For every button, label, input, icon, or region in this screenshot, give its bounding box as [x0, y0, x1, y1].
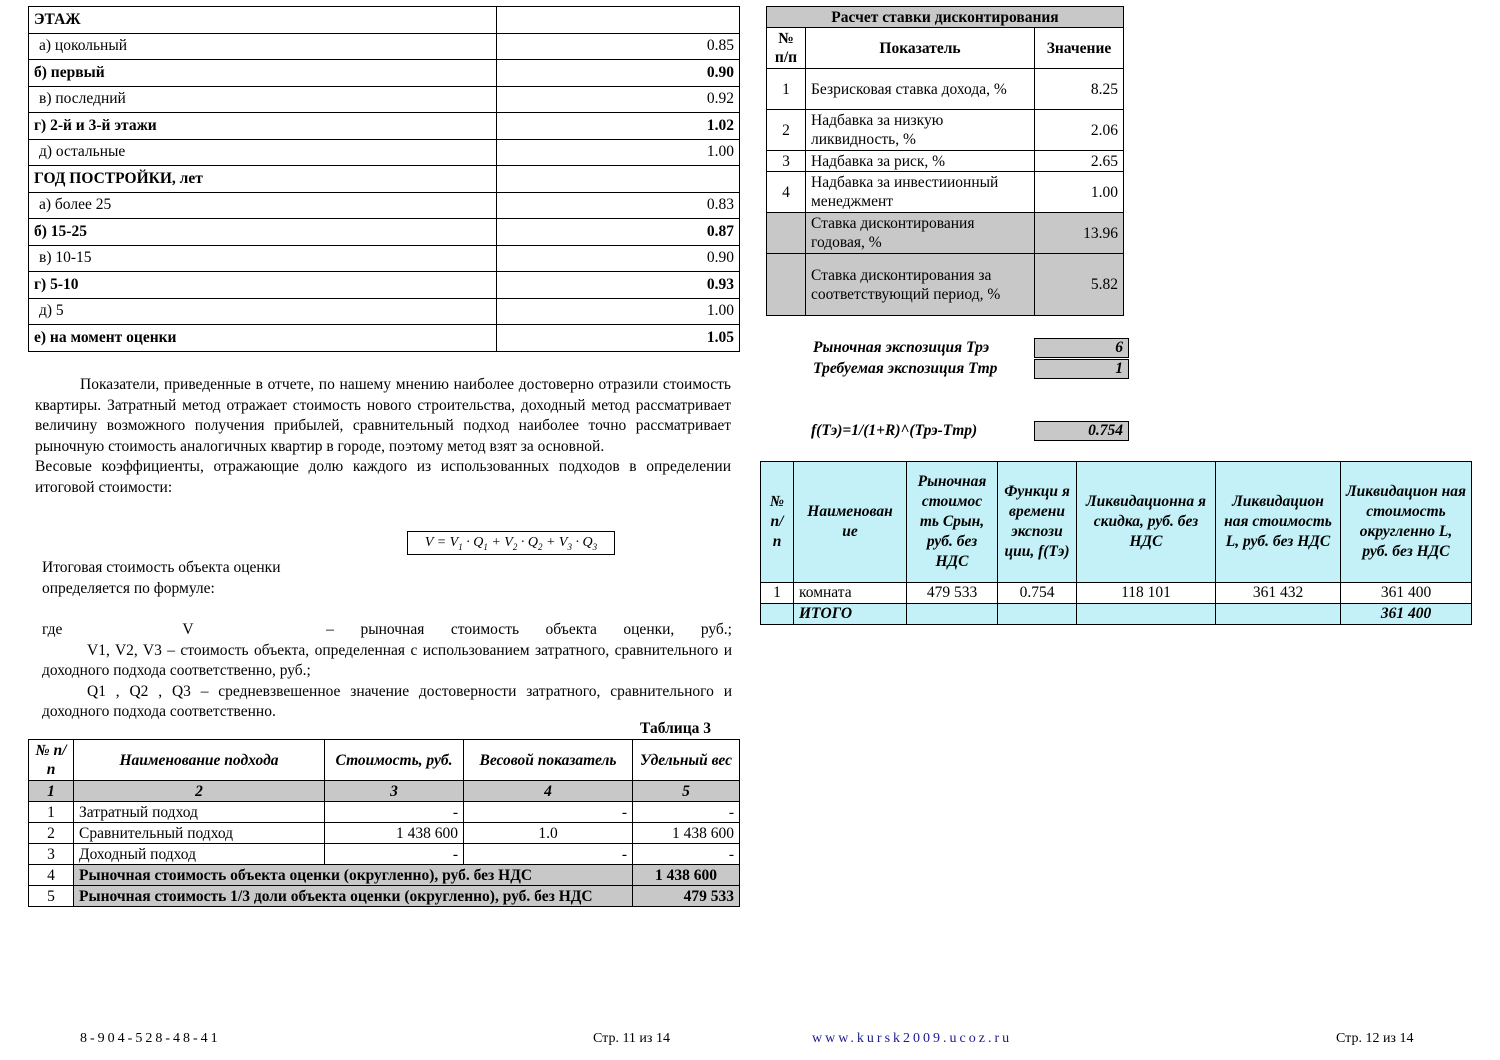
coef-label: ГОД ПОСТРОЙКИ, лет	[29, 166, 497, 193]
discount-cell: 2	[767, 110, 806, 151]
table-row	[29, 325, 740, 352]
coef-label: г) 2-й и 3-й этажи	[29, 113, 497, 140]
table3-colnum: 2	[74, 781, 325, 802]
table3-cell: Сравнительный подход	[74, 823, 325, 844]
coef-value: 1.00	[497, 298, 740, 325]
liq-cell: 0.754	[998, 583, 1077, 604]
table3-total-value: 1 438 600	[633, 865, 740, 886]
liq-total-value: 361 400	[1341, 604, 1472, 625]
liq-header-row	[761, 462, 1472, 583]
table3-cell: 1.0	[464, 823, 633, 844]
table3-cell: -	[325, 802, 464, 823]
paragraph-weights: Весовые коэффициенты, отражающие долю каждого из использованных подходов в определении итоговой стоимости:	[35, 458, 731, 496]
discount-annual-label: Ставка дисконтирования годовая, %	[806, 213, 1035, 254]
market-exposure-label: Рыночная экспозиция Трэ	[813, 339, 990, 356]
liq-cell	[1216, 604, 1341, 625]
table3-cell: -	[325, 844, 464, 865]
discount-cell: 1.00	[1035, 172, 1124, 213]
discount-cell: 1	[767, 69, 806, 110]
discount-cell: 8.25	[1035, 69, 1124, 110]
liq-header-cell: Ликвидацион ная стоимость L, руб. без НДС	[1216, 462, 1341, 583]
table-row	[29, 219, 740, 246]
coef-value: 0.87	[497, 219, 740, 246]
coef-label: в) последний	[29, 86, 497, 113]
liq-header-cell: Функци я времени экспози ции, f(Тэ)	[998, 462, 1077, 583]
discount-cell: 4	[767, 172, 806, 213]
coef-value: 0.85	[497, 33, 740, 60]
coef-label: б) 15-25	[29, 219, 497, 246]
table-row	[29, 86, 740, 113]
coef-label: г) 5-10	[29, 272, 497, 299]
coef-value: 0.83	[497, 192, 740, 219]
discount-cell	[767, 254, 806, 316]
discount-header-cell: Показатель	[806, 28, 1035, 69]
discount-cell: 2.65	[1035, 151, 1124, 172]
table3-header-cell: Стоимость, руб.	[325, 740, 464, 781]
table-row	[29, 844, 740, 865]
table-row	[761, 583, 1472, 604]
liq-cell	[907, 604, 998, 625]
liq-cell: 1	[761, 583, 794, 604]
coef-label: ЭТАЖ	[29, 7, 497, 34]
discount-annual-row	[767, 213, 1124, 254]
coef-value: 0.90	[497, 60, 740, 87]
table3-header-cell: Удельный вес	[633, 740, 740, 781]
discount-cell: Надбавка за риск, %	[806, 151, 1035, 172]
table3-cell: 3	[29, 844, 74, 865]
coef-label: б) первый	[29, 60, 497, 87]
legend-q: Q1 , Q2 , Q3 – средневзвешенное значение достоверности затратного, сравнительного и доходного подхода соответственно.	[42, 682, 732, 720]
liq-cell: 361 400	[1341, 583, 1472, 604]
table3-caption: Таблица 3	[640, 720, 711, 737]
discount-cell	[767, 213, 806, 254]
coefficient-table	[28, 6, 740, 352]
liq-header-cell: Ликвидационна я скидка, руб. без НДС	[1077, 462, 1216, 583]
footer-page-right: Стр. 12 из 14	[1336, 1031, 1414, 1046]
table3-colnum: 5	[633, 781, 740, 802]
table3-total-label: Рыночная стоимость объекта оценки (округленно), руб. без НДС	[74, 865, 633, 886]
table3-cell: 1 438 600	[325, 823, 464, 844]
section-header-row	[29, 166, 740, 193]
table3-header-cell: Наименование подхода	[74, 740, 325, 781]
table3-cell: 2	[29, 823, 74, 844]
table3-cell: Доходный подход	[74, 844, 325, 865]
legend-where: где	[42, 621, 63, 638]
required-exposure-value: 1	[1034, 359, 1129, 379]
table3-total-label: Рыночная стоимость 1/3 доли объекта оценки (округленно), руб. без НДС	[74, 886, 633, 907]
discount-table-title-row	[767, 7, 1124, 28]
table3-header-row	[29, 740, 740, 781]
discount-header-cell: № п/п	[767, 28, 806, 69]
table3-colnum-row	[29, 781, 740, 802]
discount-header-cell: Значение	[1035, 28, 1124, 69]
discount-annual-value: 13.96	[1035, 213, 1124, 254]
table3-cell: -	[633, 802, 740, 823]
coef-value	[497, 166, 740, 193]
exposure-formula-label: f(Тэ)=1/(1+R)^(Трэ-Ттр)	[811, 422, 978, 439]
discount-rate-table	[766, 6, 1124, 316]
liq-cell: комната	[794, 583, 907, 604]
liq-header-cell: Рыночная стоимос ть Срын, руб. без НДС	[907, 462, 998, 583]
table3-cell: 5	[29, 886, 74, 907]
coef-value: 0.92	[497, 86, 740, 113]
legend-v-line	[42, 620, 732, 641]
table3-colnum: 4	[464, 781, 633, 802]
coef-label: а) более 25	[29, 192, 497, 219]
coef-value	[497, 7, 740, 34]
discount-cell: Надбавка за низкую ликвидность, %	[806, 110, 1035, 151]
liq-cell: 118 101	[1077, 583, 1216, 604]
liq-header-cell: Наименован ие	[794, 462, 907, 583]
paragraph-methods: Показатели, приведенные в отчете, по нашему мнению наиболее достоверно отразили стоимость квартиры. Затратный метод отражает стоимость нового строительства, доходный метод рассматривает величину возможного получения прибылей, сравнительный подход наиболее точно рассматривает рыночную стоимость аналогичных квартир в городе, поэтому метод взят за основной.	[35, 376, 731, 455]
table3-cell: 4	[29, 865, 74, 886]
coef-value: 1.02	[497, 113, 740, 140]
coef-label: д) остальные	[29, 139, 497, 166]
coef-value: 0.90	[497, 245, 740, 272]
table-row	[29, 245, 740, 272]
liq-cell	[1077, 604, 1216, 625]
liq-cell	[998, 604, 1077, 625]
table3-total-row	[29, 886, 740, 907]
table3-colnum: 3	[325, 781, 464, 802]
table3-header-cell: Весовой показатель	[464, 740, 633, 781]
final-value-note	[42, 558, 281, 599]
coef-label: а) цокольный	[29, 33, 497, 60]
liq-header-cell: № п/ п	[761, 462, 794, 583]
discount-period-label: Ставка дисконтирования за соответствующий период, %	[806, 254, 1035, 316]
table3-cell: Затратный подход	[74, 802, 325, 823]
table3-colnum: 1	[29, 781, 74, 802]
table3-cell: 1	[29, 802, 74, 823]
coef-label: в) 10-15	[29, 245, 497, 272]
table-row	[767, 151, 1124, 172]
discount-cell: Безрисковая ставка дохода, %	[806, 69, 1035, 110]
table3-cell: -	[464, 802, 633, 823]
table-row	[767, 69, 1124, 110]
coef-label: е) на момент оценки	[29, 325, 497, 352]
required-exposure-label: Требуемая экспозиция Ттр	[813, 360, 998, 377]
table-row	[767, 110, 1124, 151]
liquidation-table	[760, 461, 1472, 625]
discount-period-value: 5.82	[1035, 254, 1124, 316]
legend-v: V – рыночная стоимость объекта оценки, руб.;	[182, 621, 732, 638]
coef-value: 1.05	[497, 325, 740, 352]
table3-total-value: 479 533	[633, 886, 740, 907]
liq-header-cell: Ликвидацион ная стоимость округленно L, руб. без НДС	[1341, 462, 1472, 583]
table3-cell: -	[633, 844, 740, 865]
final-value-line2: определяется по формуле:	[42, 579, 215, 597]
discount-period-row	[767, 254, 1124, 316]
table3-cell: 1 438 600	[633, 823, 740, 844]
liq-total-label: ИТОГО	[794, 604, 907, 625]
discount-cell: 2.06	[1035, 110, 1124, 151]
table-row	[29, 33, 740, 60]
table-row	[29, 272, 740, 299]
coefficient-table-body	[29, 7, 740, 352]
approaches-table	[28, 739, 740, 907]
footer-phone: 8-904-528-48-41	[80, 1031, 221, 1046]
discount-cell: Надбавка за инвестиионный менеджмент	[806, 172, 1035, 213]
footer-url-link[interactable]: www.kursk2009.ucoz.ru	[812, 1031, 1013, 1046]
table-row	[767, 172, 1124, 213]
table3-cell: -	[464, 844, 633, 865]
liq-total-row	[761, 604, 1472, 625]
formula-legend	[42, 620, 732, 723]
table-row	[29, 802, 740, 823]
table-row	[29, 192, 740, 219]
coef-value: 0.93	[497, 272, 740, 299]
section-header-row	[29, 7, 740, 34]
liq-cell: 361 432	[1216, 583, 1341, 604]
table-row	[29, 60, 740, 87]
footer-page-left: Стр. 11 из 14	[593, 1031, 670, 1046]
coef-value: 1.00	[497, 139, 740, 166]
liq-cell: 479 533	[907, 583, 998, 604]
table-row	[29, 823, 740, 844]
table3-total-row	[29, 865, 740, 886]
final-value-line1: Итоговая стоимость объекта оценки	[42, 559, 281, 576]
coef-label: д) 5	[29, 298, 497, 325]
weighted-formula: $V = V_1 \cdot Q_1 + V_2 \cdot Q_2 + V_3 \cdot Q_3$	[407, 531, 615, 555]
table-row	[29, 113, 740, 140]
legend-v123: V1, V2, V3 – стоимость объекта, определенная с использованием затратного, сравнительного и доходного подхода соответственно, руб.;	[42, 641, 732, 679]
discount-table-title: Расчет ставки дисконтирования	[767, 7, 1124, 28]
market-exposure-value: 6	[1034, 338, 1129, 358]
table-row	[29, 298, 740, 325]
table-row	[29, 139, 740, 166]
table3-header-cell: № п/п	[29, 740, 74, 781]
methods-paragraph	[35, 375, 731, 498]
exposure-formula-value: 0.754	[1034, 421, 1129, 441]
discount-table-header-row	[767, 28, 1124, 69]
discount-cell: 3	[767, 151, 806, 172]
liq-cell	[761, 604, 794, 625]
